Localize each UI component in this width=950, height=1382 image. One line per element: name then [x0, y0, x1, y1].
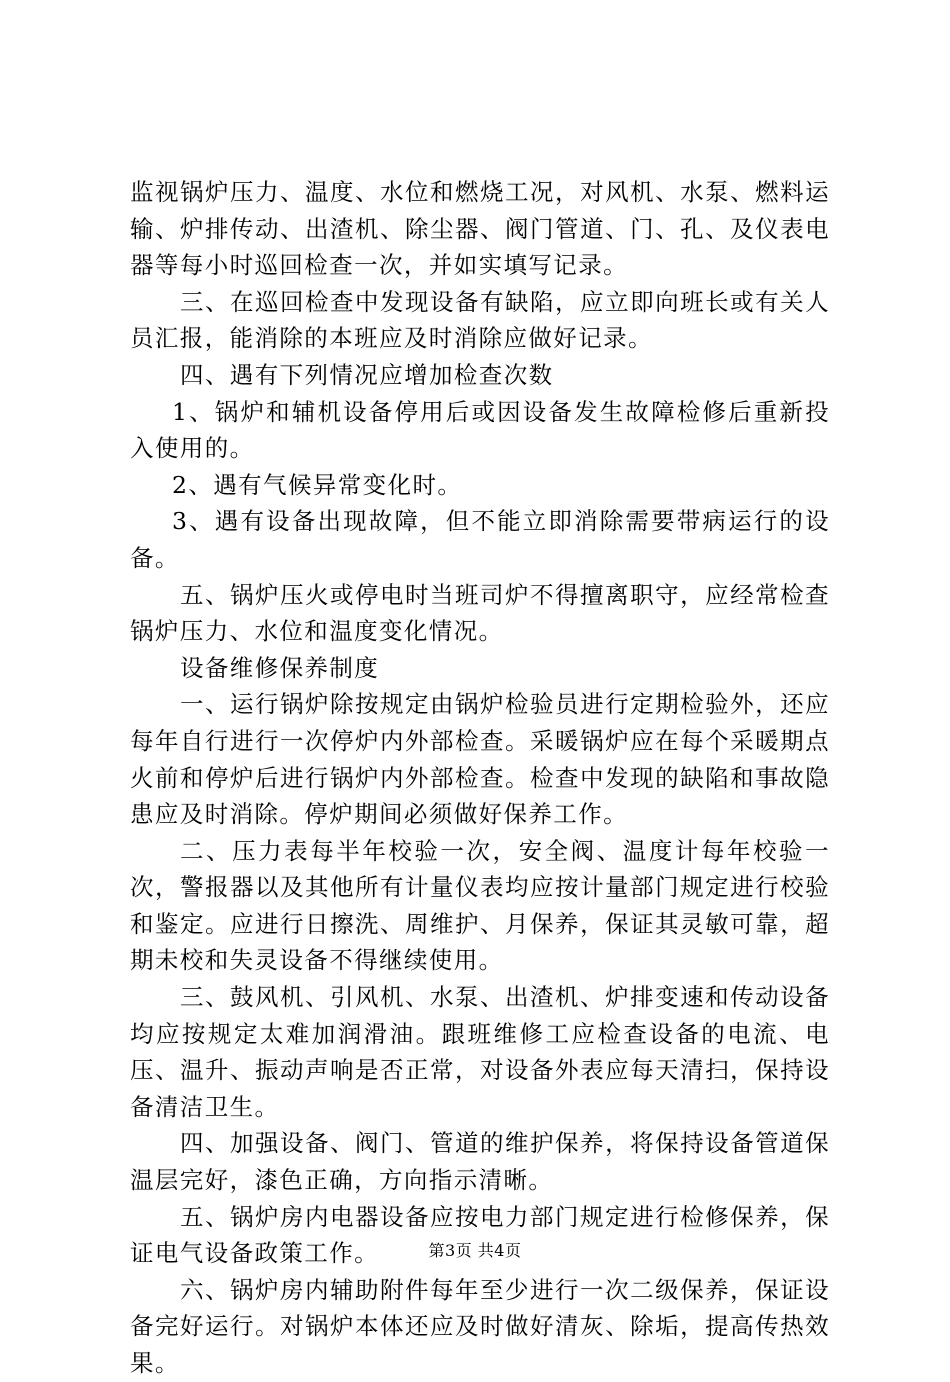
page-number: 第3页 共4页 — [428, 1241, 522, 1260]
paragraph-subitem-2: 2、遇有气候异常变化时。 — [172, 470, 463, 499]
paragraph-item-5: 五、锅炉压火或停电时当班司炉不得擅离职守，应经常检查锅炉压力、水位和温度变化情况。 — [130, 580, 830, 646]
section-heading: 设备维修保养制度 — [180, 653, 380, 682]
paragraph-subitem-1: 1、锅炉和辅机设备停用后或因设备发生故障检修后重新投入使用的。 — [130, 397, 830, 463]
paragraph-item-3: 三、在巡回检查中发现设备有缺陷，应立即向班长或有关人员汇报，能消除的本班应及时消除应做好记录。 — [130, 287, 830, 353]
paragraph-maint-2: 二、压力表每半年校验一次，安全阀、温度计每年校验一次，警报器以及其他所有计量仪表均应按计量部门规定进行校验和鉴定。应进行日擦洗、周维护、月保养，保证其灵敏可靠，超期未校和失灵设备不得继续使用。 — [130, 836, 830, 975]
paragraph-maint-1: 一、运行锅炉除按规定由锅炉检验员进行定期检验外，还应每年自行进行一次停炉内外部检查。采暖锅炉应在每个采暖期点火前和停炉后进行锅炉内外部检查。检查中发现的缺陷和事故隐患应及时消除。停炉期间必须做好保养工作。 — [130, 690, 830, 829]
paragraph-maint-5: 五、锅炉房内电器设备应按电力部门规定进行检修保养，保证电气设备政策工作。 — [130, 1202, 830, 1268]
paragraph-item-4: 四、遇有下列情况应增加检查次数 — [180, 360, 554, 389]
paragraph-subitem-3: 3、遇有设备出现故障，但不能立即消除需要带病运行的设备。 — [130, 507, 830, 572]
page-footer — [0, 1238, 950, 1261]
paragraph-maint-3: 三、鼓风机、引风机、水泵、出渣机、炉排变速和传动设备均应按规定太难加润滑油。跟班维修工应检查设备的电流、电压、温升、振动声响是否正常，对设备外表应每天清扫，保持设备清洁卫生。 — [130, 983, 830, 1121]
document-body — [130, 174, 830, 1382]
paragraph-maint-6: 六、锅炉房内辅助附件每年至少进行一次二级保养，保证设备完好运行。对锅炉本体还应及时做好清灰、除垢，提高传热效果。 — [130, 1275, 830, 1377]
paragraph-intro: 监视锅炉压力、温度、水位和燃烧工况，对风机、水泵、燃料运输、炉排传动、出渣机、除尘器、阀门管道、门、孔、及仪表电器等每小时巡回检查一次，并如实填写记录。 — [130, 178, 830, 280]
paragraph-maint-4: 四、加强设备、阀门、管道的维护保养，将保持设备管道保温层完好，漆色正确，方向指示清晰。 — [130, 1129, 830, 1195]
